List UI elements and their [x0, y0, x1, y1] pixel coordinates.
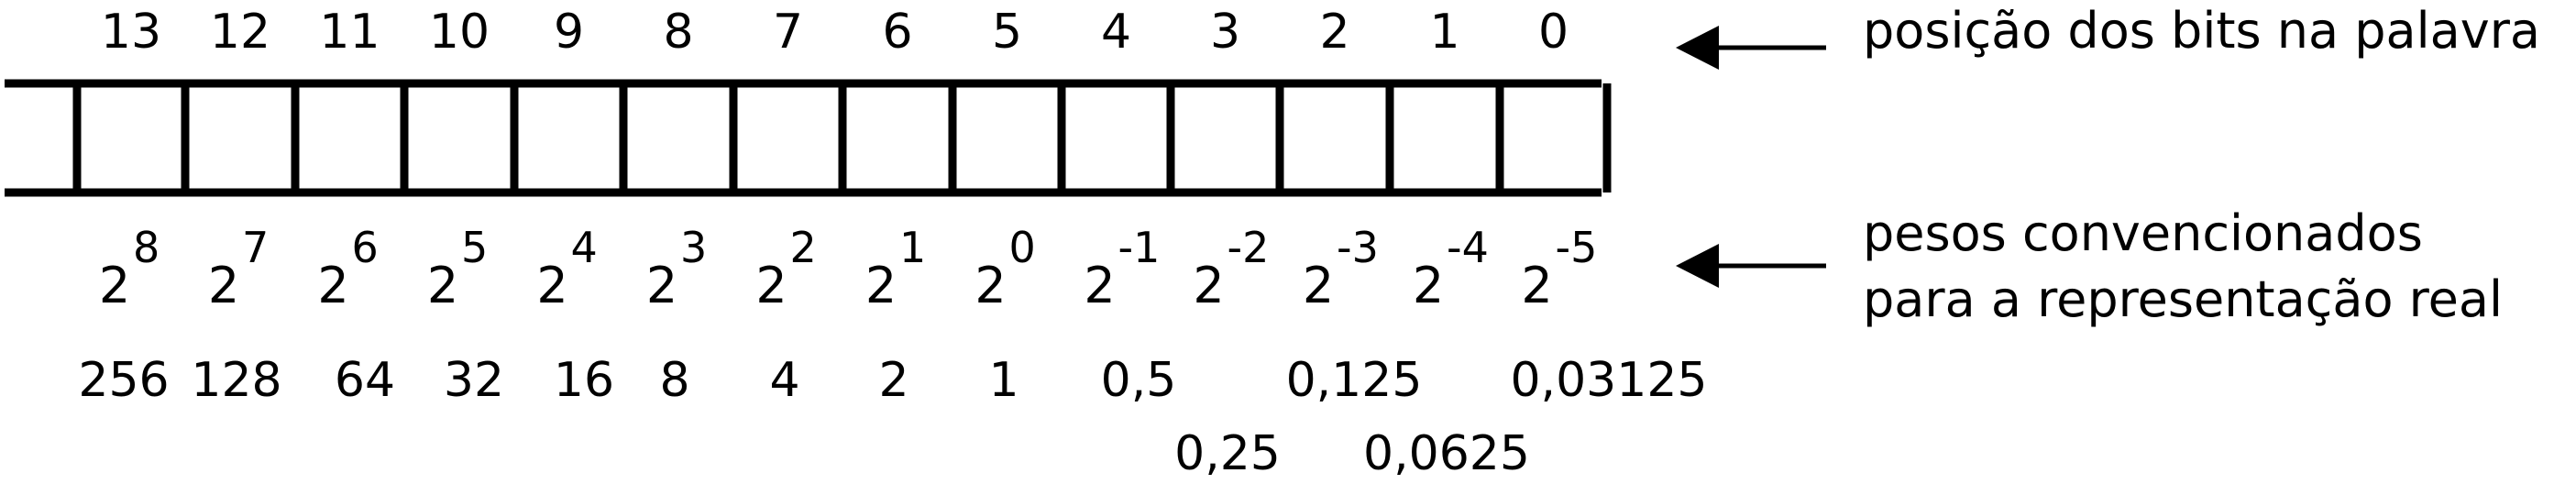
decimal-value: 256 [78, 353, 170, 408]
weight-exponent: 6 [351, 223, 379, 272]
weight-power [1413, 223, 1489, 314]
weight-power [1521, 223, 1597, 314]
bit-position-label: 12 [209, 5, 271, 60]
bit-positions-row [101, 5, 1569, 60]
decimal-value: 16 [553, 353, 615, 408]
label-weights-line1: pesos convencionados [1863, 204, 2423, 262]
bit-position-label: 2 [1319, 5, 1350, 60]
weight-exponent: 7 [242, 223, 270, 272]
decimal-value: 0,03125 [1510, 353, 1708, 408]
decimal-value: 128 [191, 353, 282, 408]
decimal-value: 2 [878, 353, 909, 408]
decimal-value: 0,125 [1285, 353, 1423, 408]
weight-power [427, 223, 488, 314]
weight-power [317, 223, 378, 314]
weight-power [865, 223, 926, 314]
label-weights-line2: para a representação real [1863, 270, 2503, 328]
weight-exponent: 5 [461, 223, 489, 272]
decimal-value: 1 [988, 353, 1019, 408]
decimal-values-row-lower [1174, 426, 1530, 481]
weight-base: 2 [536, 257, 568, 314]
weight-exponent: -2 [1227, 223, 1270, 272]
weight-base: 2 [1084, 257, 1116, 314]
weight-base: 2 [317, 257, 349, 314]
decimal-value: 32 [443, 353, 505, 408]
weight-base: 2 [1302, 257, 1335, 314]
label-bit-positions: posição dos bits na palavra [1863, 2, 2540, 60]
arrow-bit-positions [1676, 26, 1826, 70]
weight-power [208, 223, 269, 314]
decimal-value: 8 [659, 353, 690, 408]
bit-position-label: 4 [1100, 5, 1132, 60]
weight-power [974, 223, 1035, 314]
bit-position-label: 11 [319, 5, 380, 60]
bit-position-label: 8 [663, 5, 694, 60]
weight-power [1303, 223, 1379, 314]
weight-base: 2 [98, 257, 131, 314]
weight-power [99, 223, 160, 314]
decimal-value: 4 [769, 353, 800, 408]
bit-position-label: 13 [100, 5, 162, 60]
weights-row [99, 223, 1598, 314]
weight-base: 2 [1193, 257, 1225, 314]
weight-base: 2 [864, 257, 897, 314]
arrow-left-icon [1676, 244, 1719, 288]
weight-exponent: -4 [1447, 223, 1489, 272]
bit-position-label: 3 [1209, 5, 1241, 60]
weight-base: 2 [755, 257, 787, 314]
weight-power [1193, 223, 1269, 314]
decimal-values-row [78, 353, 1707, 408]
weight-base: 2 [1521, 257, 1553, 314]
weight-base: 2 [645, 257, 678, 314]
weight-power [646, 223, 707, 314]
decimal-value: 64 [334, 353, 396, 408]
weight-power [1084, 223, 1160, 314]
decimal-value: 0,5 [1100, 353, 1177, 408]
bit-position-label: 6 [882, 5, 913, 60]
bit-position-label: 5 [991, 5, 1023, 60]
bit-position-label: 1 [1429, 5, 1460, 60]
bit-position-label: 7 [772, 5, 804, 60]
decimal-value: 0,25 [1174, 426, 1281, 481]
bit-position-label: 9 [553, 5, 585, 60]
weight-exponent: -5 [1555, 223, 1598, 272]
weight-base: 2 [1412, 257, 1445, 314]
weight-power [536, 223, 597, 314]
weight-base: 2 [426, 257, 459, 314]
weight-exponent: 8 [133, 223, 160, 272]
arrow-weights [1676, 244, 1826, 288]
bit-register [5, 83, 1607, 192]
weight-exponent: -1 [1117, 223, 1161, 272]
weight-power [755, 223, 816, 314]
weight-exponent: 1 [899, 223, 927, 272]
weight-exponent: 0 [1008, 223, 1036, 272]
bit-position-label: 0 [1537, 5, 1569, 60]
weight-exponent: 4 [570, 223, 598, 272]
weight-base: 2 [974, 257, 1007, 314]
weight-exponent: 3 [680, 223, 708, 272]
arrow-left-icon [1676, 26, 1719, 70]
weight-exponent: 2 [789, 223, 817, 272]
weight-base: 2 [207, 257, 240, 314]
decimal-value: 0,0625 [1363, 426, 1530, 481]
weight-exponent: -3 [1337, 223, 1379, 272]
bit-position-label: 10 [428, 5, 490, 60]
